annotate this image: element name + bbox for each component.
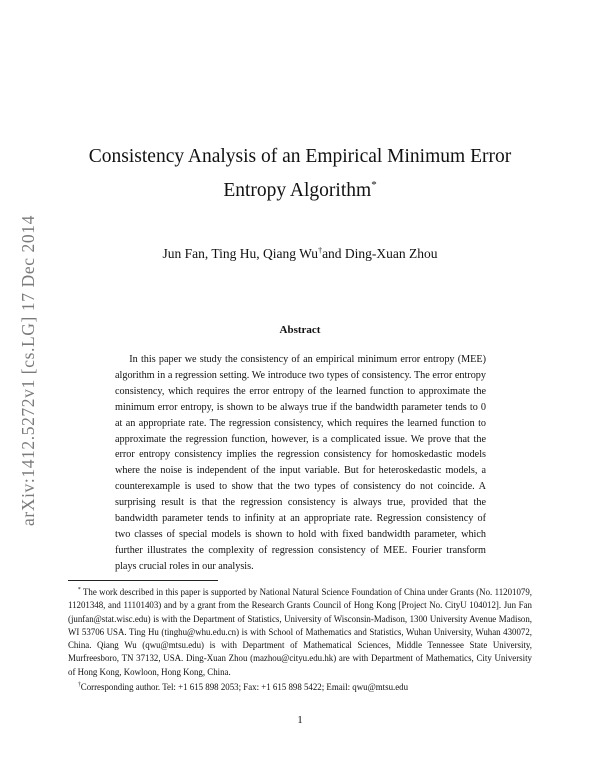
author-names-continued: and Ding-Xuan Zhou <box>322 246 438 261</box>
arxiv-identifier-stamp <box>14 185 42 555</box>
footnotes <box>68 584 532 694</box>
footnote-divider <box>68 580 218 581</box>
abstract-heading: Abstract <box>279 324 321 336</box>
page-number: 1 <box>297 714 303 726</box>
corresponding-author-marker: † <box>318 246 323 255</box>
title-line-1: Consistency Analysis of an Empirical Minimum Error <box>88 146 512 167</box>
footnote-marker-2: † <box>77 682 81 689</box>
footnote-1-text: The work described in this paper is supported by National Natural Science Foundation of China under Grants (No. 11201079, 11201348, and 11101403) and by a grant from the Research Grants Council of Hong Kong [Project No. CityU 104012]. Jun Fan (junfan@stat.wisc.edu) is with the Department of Statistics, University of Wisconsin-Madison, 1300 University Avenue Madison, WI 53706 USA. Ting Hu (tinghu@whu.edu.cn) is with School of Mathematics and Statistics, Wuhan University, Wuhan 430072, China. Qiang Wu (qwu@mtsu.edu) is with Department of Mathematical Sciences, Middle Tennessee State University, Murfreesboro, TN 37132, USA. Ding-Xuan Zhou (mazhou@cityu.edu.hk) are with Department of Mathematics, City University of Hong Kong, Kowloon, Hong Kong, China. <box>68 587 532 677</box>
footnote-corresponding-author <box>68 679 532 694</box>
footnote-funding-affiliations <box>68 584 532 679</box>
title-line-2: Entropy Algorithm <box>223 180 372 201</box>
title-footnote-marker: * <box>371 179 377 191</box>
abstract-body: In this paper we study the consistency of an empirical minimum error entropy (MEE) algorithm in a regression setting. We introduce two types of consistency. The error entropy consistency, which requires the error entropy of the learned function to approximate the minimum error entropy, is shown to be always true if the bandwidth parameter tends to 0 at an appropriate rate. The regression consistency, which requires the learned function to approximate the regression function, however, is a complicated issue. We prove that the error entropy consistency implies the regression consistency for homoskedastic models where the noise is independent of the input variable. But for heteroskedastic models, a counterexample is used to show that the two types of consistency do not coincide. A surprising result is that the regression consistency is always true, provided that the bandwidth parameter tends to infinity at an appropriate rate. Regression consistency of two classes of special models is shown to hold with fixed bandwidth parameter, which further illustrates the complexity of regression consistency of MEE. Fourier transform plays crucial roles in our analysis. <box>115 354 486 572</box>
footnote-2-text: Corresponding author. Tel: +1 615 898 2053; Fax: +1 615 898 5422; Email: qwu@mtsu.edu <box>80 682 409 693</box>
arxiv-identifier-text: arXiv:1412.5272v1 [cs.LG] 17 Dec 2014 <box>17 214 38 526</box>
author-list <box>70 246 530 262</box>
paper-title <box>70 143 530 205</box>
author-names: Jun Fan, Ting Hu, Qiang Wu <box>162 246 319 261</box>
footnote-marker-1: * <box>77 587 81 593</box>
